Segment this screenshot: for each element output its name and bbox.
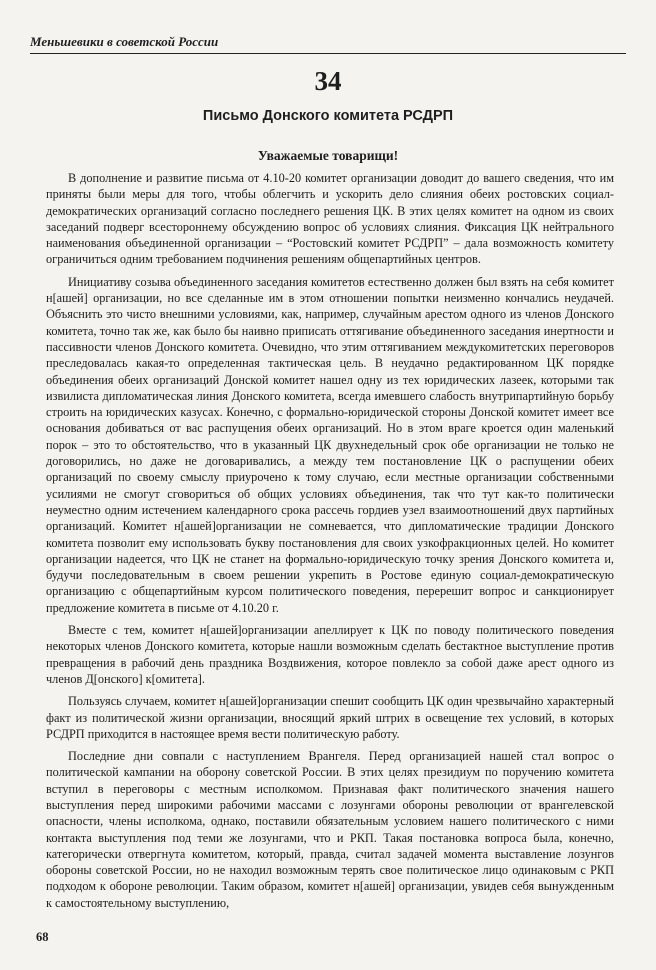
document-title: Письмо Донского комитета РСДРП bbox=[202, 108, 454, 124]
paragraph: Инициативу созыва объединенного заседания комитетов естественно должен был взять на себя комитет н[ашей] организации, но все сделанные им в этом отношении попытки неизменно кончались неудачей. Объяснить это чисто внешними условиями, как, например, случайным арестом одного из членов Донского комитета, точно так же, как было бы наивно приписать оттягивание объединенного заседания инертности и пассивности членов Донского комитета. Очевидно, что этим оттягиванием междукомитетских переговоров преследовалась какая-то определенная тактическая цель. В неудачно редактированном ЦК порядке объединения обеих организаций Донской комитет нашел одну из тех юридических лазеек, которыми так извилиста дипломатическая линия Донского комитета, всегда имевшего слабость внутрипартийную борьбу строить на юридических казусах. Конечно, с формально-юридической стороны Донской комитет имеет все основания добиваться от вас распущения обеих организаций. Но в этом враге кроется один маленький порок – это то обстоятельство, что в указанный ЦК двухнедельный срок обе организации не только не договорились, но даже не договаривались, а между тем постановление ЦК о распущении обеих организаций по своему смыслу приурочено к тому случаю, если местные организации собственными усилиями не смогут сговориться об общих условиях объединения, так что тут как-то политически неуместно одним истечением календарного срока рассечь гордиев узел взаимоотношений двух партийных организаций. Комитет н[ашей]организации не сомневается, что дипломатические традиции Донского комитета позволит ему использовать букву постановления для своих узкофракционных целей. Но комитет организации надеется, что ЦК не станет на формально-юридическую точку зрения Донского комитета и, будучи последовательным в своем решении укрепить в Ростове единую социал-демократическую организацию с общепартийным курсом политического поведения, перерешит вопрос и санкционирует предложение комитета в письме от 4.10.20 г. bbox=[46, 274, 614, 615]
letter-body bbox=[46, 170, 614, 911]
paragraph: Вместе с тем, комитет н[ашей]организации апеллирует к ЦК по поводу политического поведения некоторых членов Донского комитета, которые нашли возможным сделать бестактное выступление против превращения в рабочий день праздника Воздвижения, которое повлекло за собой даже арест одного из членов Д[онского] к[омитета]. bbox=[46, 623, 614, 686]
paragraph: Пользуясь случаем, комитет н[ашей]организации спешит сообщить ЦК один чрезвычайно характерный факт из политической жизни организации, вносящий яркий штрих в освещение тех условий, в которых РСДРП приходится в настоящее время вести политическую работу. bbox=[46, 694, 614, 741]
paragraph: В дополнение и развитие письма от 4.10-20 комитет организации доводит до вашего сведения, что им приняты были меры для того, чтобы облегчить и ускорить дело слияния обеих ростовских социал-демократических организаций согласно последнего решения ЦК. В этих целях комитет на одном из своих заседаний подверг всестороннему обсуждению вопрос об условиях слияния. Фиксация ЦК нейтрального наименования объединенной организации – “Ростовский комитет РСДРП” – дала возможность комитету ограничиться одним требованием подчинения решениям общепартийных центров. bbox=[46, 171, 614, 267]
running-head: Меньшевики в советской России bbox=[30, 34, 626, 54]
paragraph: Последние дни совпали с наступлением Врангеля. Перед организацией нашей стал вопрос о политической кампании на оборону советской России. В этих целях президиум по поручению комитета вступил в переговоры с местным исполкомом. Признавая факт политического значения нашего выступления перед широкими рабочими массами с лозунгами обороны революции от врангелевской опасности, члены исполкома, однако, поставили обязательным условием нашего политического с ними контакта выступления под теми же лозунгами, что и РКП. Такая постановка вопроса была, конечно, категорически отвергнута комитетом, который, правда, считал задачей момента выставление лозунгов обороны советской России, но не находил возможным терять свое политическое лицо одинаковым с РКП подходом к обороне революции. Таким образом, комитет н[ашей] организации, увидев себя вынужденным к самостоятельному выступлению, bbox=[46, 749, 614, 910]
document-number: 34 bbox=[314, 66, 342, 96]
page-number: 68 bbox=[36, 930, 49, 944]
salutation: Уважаемые товарищи! bbox=[257, 148, 399, 163]
